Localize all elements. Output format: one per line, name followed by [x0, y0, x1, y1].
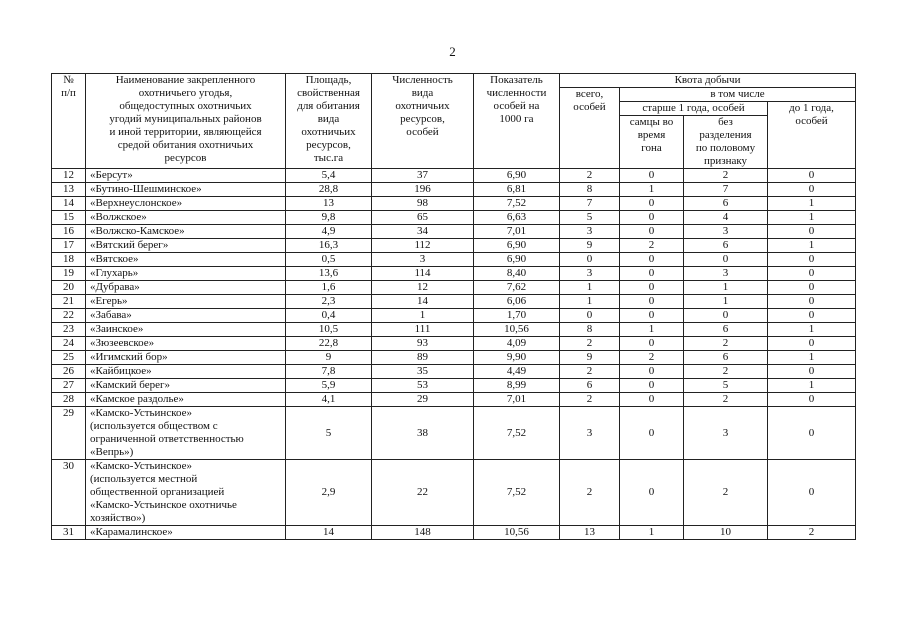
cell-density: 10,56: [474, 323, 560, 337]
cell-density: 4,49: [474, 365, 560, 379]
cell-young: 0: [768, 225, 856, 239]
cell-n: 25: [52, 351, 86, 365]
cell-total: 3: [560, 267, 620, 281]
cell-density: 7,01: [474, 393, 560, 407]
table-row: [52, 379, 856, 393]
cell-n: 24: [52, 337, 86, 351]
cell-young: 0: [768, 281, 856, 295]
cell-area: 9,8: [286, 211, 372, 225]
cell-name: «Камский берег»: [86, 379, 286, 393]
page-number: 2: [449, 44, 456, 59]
header-nosex: без разделения по половому признаку: [684, 116, 768, 169]
cell-name: «Вятский берег»: [86, 239, 286, 253]
cell-count: 34: [372, 225, 474, 239]
cell-count: 65: [372, 211, 474, 225]
cell-total: 3: [560, 407, 620, 460]
cell-young: 0: [768, 295, 856, 309]
cell-young: 1: [768, 323, 856, 337]
cell-count: 35: [372, 365, 474, 379]
header-total: всего, особей: [560, 88, 620, 169]
cell-density: 7,01: [474, 225, 560, 239]
header-males: самцы во время гона: [620, 116, 684, 169]
header-name: Наименование закрепленного охотничьего угодья, общедоступных охотничьих угодий муниципальных районов и иной территории, являющейся средой обитания охотничьих ресурсов: [86, 74, 286, 169]
header-density: Показатель численности особей на 1000 га: [474, 74, 560, 169]
cell-name: «Берсут»: [86, 169, 286, 183]
cell-n: 30: [52, 460, 86, 526]
cell-n: 20: [52, 281, 86, 295]
table-row: [52, 393, 856, 407]
cell-total: 5: [560, 211, 620, 225]
cell-nosex: 2: [684, 460, 768, 526]
cell-nosex: 5: [684, 379, 768, 393]
header-quota: Квота добычи: [560, 74, 856, 88]
cell-density: 6,06: [474, 295, 560, 309]
cell-males: 0: [620, 309, 684, 323]
quota-table: [51, 73, 856, 540]
table-row: [52, 183, 856, 197]
cell-total: 2: [560, 460, 620, 526]
header-older: старше 1 года, особей: [620, 102, 768, 116]
cell-nosex: 10: [684, 526, 768, 540]
cell-males: 0: [620, 460, 684, 526]
cell-count: 3: [372, 253, 474, 267]
cell-name: «Игимский бор»: [86, 351, 286, 365]
cell-area: 16,3: [286, 239, 372, 253]
cell-nosex: 6: [684, 351, 768, 365]
cell-count: 112: [372, 239, 474, 253]
table-row: [52, 407, 856, 460]
table-row: [52, 295, 856, 309]
table-row: [52, 351, 856, 365]
cell-n: 12: [52, 169, 86, 183]
cell-area: 5,9: [286, 379, 372, 393]
cell-young: 0: [768, 337, 856, 351]
table-row: [52, 323, 856, 337]
table-row: [52, 267, 856, 281]
cell-n: 29: [52, 407, 86, 460]
cell-males: 1: [620, 526, 684, 540]
cell-nosex: 1: [684, 281, 768, 295]
cell-count: 22: [372, 460, 474, 526]
cell-young: 0: [768, 267, 856, 281]
cell-n: 26: [52, 365, 86, 379]
table-row: [52, 365, 856, 379]
cell-males: 0: [620, 253, 684, 267]
cell-males: 0: [620, 407, 684, 460]
cell-total: 2: [560, 169, 620, 183]
cell-density: 8,40: [474, 267, 560, 281]
cell-name: «Вятское»: [86, 253, 286, 267]
cell-total: 0: [560, 309, 620, 323]
cell-name: «Зюзеевское»: [86, 337, 286, 351]
cell-young: 0: [768, 407, 856, 460]
cell-area: 0,4: [286, 309, 372, 323]
cell-young: 0: [768, 365, 856, 379]
cell-young: 0: [768, 460, 856, 526]
cell-nosex: 7: [684, 183, 768, 197]
cell-males: 0: [620, 337, 684, 351]
cell-area: 5,4: [286, 169, 372, 183]
cell-males: 0: [620, 197, 684, 211]
header-count: Численность вида охотничьих ресурсов, особей: [372, 74, 474, 169]
cell-density: 8,99: [474, 379, 560, 393]
header-area: Площадь, свойственная для обитания вида охотничьих ресурсов, тыс.га: [286, 74, 372, 169]
cell-area: 13: [286, 197, 372, 211]
cell-total: 13: [560, 526, 620, 540]
cell-total: 2: [560, 393, 620, 407]
cell-nosex: 6: [684, 239, 768, 253]
cell-density: 1,70: [474, 309, 560, 323]
table-row: [52, 225, 856, 239]
cell-area: 2,9: [286, 460, 372, 526]
cell-count: 196: [372, 183, 474, 197]
cell-name: «Волжское»: [86, 211, 286, 225]
cell-males: 0: [620, 295, 684, 309]
cell-name: «Камско-Устьинское» (используется обществом с ограниченной ответственностью «Вепрь»): [86, 407, 286, 460]
cell-nosex: 3: [684, 267, 768, 281]
cell-area: 1,6: [286, 281, 372, 295]
cell-males: 0: [620, 267, 684, 281]
cell-count: 37: [372, 169, 474, 183]
cell-nosex: 3: [684, 407, 768, 460]
cell-count: 89: [372, 351, 474, 365]
cell-area: 2,3: [286, 295, 372, 309]
cell-count: 29: [372, 393, 474, 407]
cell-young: 0: [768, 309, 856, 323]
cell-total: 0: [560, 253, 620, 267]
cell-n: 21: [52, 295, 86, 309]
cell-total: 9: [560, 239, 620, 253]
cell-n: 19: [52, 267, 86, 281]
table-row: [52, 460, 856, 526]
cell-total: 6: [560, 379, 620, 393]
cell-total: 9: [560, 351, 620, 365]
cell-n: 31: [52, 526, 86, 540]
cell-n: 14: [52, 197, 86, 211]
cell-males: 0: [620, 225, 684, 239]
cell-nosex: 3: [684, 225, 768, 239]
cell-males: 0: [620, 379, 684, 393]
cell-density: 9,90: [474, 351, 560, 365]
table-row: [52, 197, 856, 211]
cell-nosex: 2: [684, 169, 768, 183]
cell-n: 18: [52, 253, 86, 267]
cell-males: 1: [620, 183, 684, 197]
table-row: [52, 337, 856, 351]
cell-name: «Кайбицкое»: [86, 365, 286, 379]
cell-name: «Верхнеуслонское»: [86, 197, 286, 211]
cell-density: 10,56: [474, 526, 560, 540]
table-row: [52, 526, 856, 540]
cell-n: 15: [52, 211, 86, 225]
cell-area: 13,6: [286, 267, 372, 281]
cell-area: 5: [286, 407, 372, 460]
cell-total: 2: [560, 365, 620, 379]
cell-nosex: 0: [684, 253, 768, 267]
table-row: [52, 169, 856, 183]
cell-density: 4,09: [474, 337, 560, 351]
cell-name: «Бутино-Шешминское»: [86, 183, 286, 197]
cell-n: 16: [52, 225, 86, 239]
cell-total: 8: [560, 323, 620, 337]
header-incl: в том числе: [620, 88, 856, 102]
cell-density: 7,62: [474, 281, 560, 295]
cell-n: 27: [52, 379, 86, 393]
cell-young: 0: [768, 183, 856, 197]
cell-density: 7,52: [474, 197, 560, 211]
cell-males: 2: [620, 351, 684, 365]
cell-count: 1: [372, 309, 474, 323]
cell-density: 6,90: [474, 239, 560, 253]
cell-count: 93: [372, 337, 474, 351]
cell-name: «Заинское»: [86, 323, 286, 337]
cell-count: 53: [372, 379, 474, 393]
cell-young: 0: [768, 393, 856, 407]
cell-area: 0,5: [286, 253, 372, 267]
table-row: [52, 281, 856, 295]
cell-nosex: 2: [684, 365, 768, 379]
cell-area: 10,5: [286, 323, 372, 337]
cell-area: 9: [286, 351, 372, 365]
cell-total: 1: [560, 281, 620, 295]
cell-n: 13: [52, 183, 86, 197]
cell-young: 0: [768, 253, 856, 267]
cell-young: 1: [768, 351, 856, 365]
cell-density: 7,52: [474, 407, 560, 460]
cell-count: 12: [372, 281, 474, 295]
cell-males: 0: [620, 169, 684, 183]
cell-name: «Карамалинское»: [86, 526, 286, 540]
cell-young: 1: [768, 197, 856, 211]
cell-area: 28,8: [286, 183, 372, 197]
cell-total: 8: [560, 183, 620, 197]
table-row: [52, 211, 856, 225]
cell-young: 2: [768, 526, 856, 540]
table-row: [52, 309, 856, 323]
table-body: [52, 169, 856, 540]
cell-name: «Камско-Устьинское» (используется местной общественной организацией «Камско-Устьинское охотничье хозяйство»): [86, 460, 286, 526]
cell-n: 28: [52, 393, 86, 407]
cell-name: «Глухарь»: [86, 267, 286, 281]
cell-density: 6,90: [474, 253, 560, 267]
cell-n: 17: [52, 239, 86, 253]
cell-males: 0: [620, 365, 684, 379]
cell-males: 2: [620, 239, 684, 253]
cell-nosex: 4: [684, 211, 768, 225]
cell-young: 1: [768, 379, 856, 393]
header-young: до 1 года, особей: [768, 102, 856, 169]
cell-name: «Дубрава»: [86, 281, 286, 295]
cell-count: 38: [372, 407, 474, 460]
header-num: № п/п: [52, 74, 86, 169]
table-row: [52, 239, 856, 253]
table-header: [52, 74, 856, 169]
cell-area: 14: [286, 526, 372, 540]
cell-nosex: 2: [684, 337, 768, 351]
cell-count: 148: [372, 526, 474, 540]
table-row: [52, 253, 856, 267]
cell-density: 7,52: [474, 460, 560, 526]
cell-count: 14: [372, 295, 474, 309]
cell-nosex: 2: [684, 393, 768, 407]
cell-density: 6,81: [474, 183, 560, 197]
cell-density: 6,90: [474, 169, 560, 183]
cell-total: 2: [560, 337, 620, 351]
cell-nosex: 0: [684, 309, 768, 323]
cell-name: «Забава»: [86, 309, 286, 323]
cell-area: 4,1: [286, 393, 372, 407]
cell-total: 3: [560, 225, 620, 239]
cell-name: «Егерь»: [86, 295, 286, 309]
cell-n: 22: [52, 309, 86, 323]
cell-males: 1: [620, 323, 684, 337]
cell-area: 4,9: [286, 225, 372, 239]
cell-total: 7: [560, 197, 620, 211]
cell-nosex: 6: [684, 323, 768, 337]
cell-young: 1: [768, 211, 856, 225]
cell-n: 23: [52, 323, 86, 337]
cell-name: «Волжско-Камское»: [86, 225, 286, 239]
cell-area: 7,8: [286, 365, 372, 379]
cell-nosex: 6: [684, 197, 768, 211]
cell-young: 1: [768, 239, 856, 253]
cell-count: 111: [372, 323, 474, 337]
cell-count: 114: [372, 267, 474, 281]
cell-young: 0: [768, 169, 856, 183]
cell-area: 22,8: [286, 337, 372, 351]
cell-males: 0: [620, 281, 684, 295]
cell-total: 1: [560, 295, 620, 309]
cell-males: 0: [620, 211, 684, 225]
cell-nosex: 1: [684, 295, 768, 309]
cell-males: 0: [620, 393, 684, 407]
cell-name: «Камское раздолье»: [86, 393, 286, 407]
cell-count: 98: [372, 197, 474, 211]
cell-density: 6,63: [474, 211, 560, 225]
